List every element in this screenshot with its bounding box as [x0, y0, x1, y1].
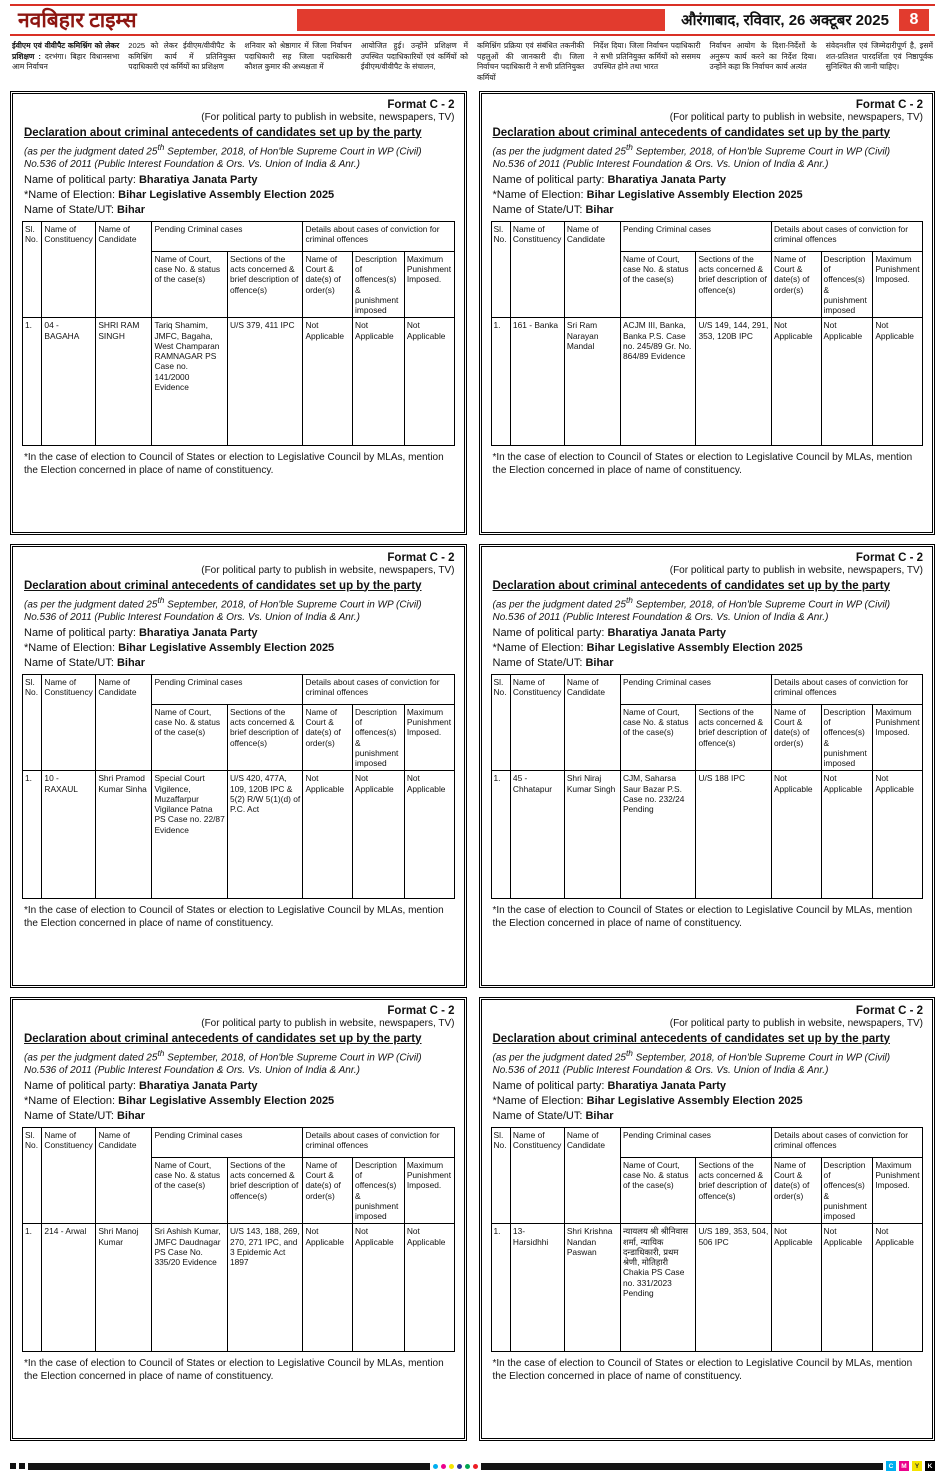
col-constituency: Name of Constituency: [42, 221, 96, 318]
col-sl-no: Sl. No.: [23, 674, 42, 771]
color-dot-blue: [457, 1464, 462, 1469]
court-case-cell: Special Court Vigilence, Muzaffarpur Vigilance Patna PS Case no. 22/87 Evidence: [152, 771, 228, 899]
col-court-case: Name of Court, case No. & status of the case(s): [152, 1157, 228, 1224]
constituency-cell: 04 - BAGAHA: [42, 318, 96, 446]
party-label: Name of political party:: [24, 173, 139, 186]
conv-max-cell: Not Applicable: [873, 1224, 923, 1352]
cmyk-chip-yellow: Y: [912, 1461, 922, 1471]
antecedents-table: [491, 221, 924, 447]
table-row: [23, 318, 455, 446]
sl-cell: 1.: [491, 318, 510, 446]
constituency-cell: 13- Harsidhhi: [510, 1224, 564, 1352]
col-candidate: Name of Candidate: [564, 221, 620, 318]
state-label: Name of State/UT:: [24, 1109, 117, 1122]
col-conv-court: Name of Court & date(s) of order(s): [303, 704, 353, 771]
state-name: Bihar: [116, 656, 146, 669]
format-label: Format C - 2: [387, 98, 455, 111]
constituency-cell: 161 - Banka: [510, 318, 564, 446]
declaration-title: Declaration about criminal antecedents of candidates set up by the party: [24, 126, 422, 139]
conv-desc-cell: Not Applicable: [821, 1224, 873, 1352]
col-group-pending: Pending Criminal cases: [620, 1127, 771, 1157]
col-conv-desc: Description of offences(s) & punishment imposed: [821, 704, 873, 771]
conv-court-cell: Not Applicable: [303, 318, 353, 446]
judgment-note: [24, 595, 455, 624]
col-court-case: Name of Court, case No. & status of the case(s): [620, 704, 696, 771]
party-line: [24, 174, 455, 186]
constituency-cell: 45 - Chhatapur: [510, 771, 564, 899]
candidate-cell: SHRI RAM SINGH: [96, 318, 152, 446]
publish-note: (For political party to publish in website, newspapers, TV): [201, 1017, 455, 1029]
conv-desc-cell: Not Applicable: [353, 1224, 405, 1352]
col-group-pending: Pending Criminal cases: [620, 221, 771, 251]
col-sections: Sections of the acts concerned & brief description of offence(s): [696, 704, 772, 771]
col-candidate: Name of Candidate: [96, 221, 152, 318]
judgment-note-part: (as per the judgment dated 25: [24, 1051, 158, 1063]
news-column: निर्देश दिया। जिला निर्वाचन पदाधिकारी ने सभी प्रतिनियुक्त कर्मियों को ससमय उपस्थित होने तथा भारत: [593, 41, 701, 72]
party-label: Name of political party:: [492, 173, 608, 186]
election-label: *Name of Election:: [492, 641, 587, 654]
judgment-note-part: September, 2018, of Hon'ble Supreme Court in WP (Civil) No.536 of 2011 (Public Interest Foundation & Ors. Vs. Union of India & Anr.): [492, 145, 891, 170]
table-row: [491, 771, 923, 899]
col-sections: Sections of the acts concerned & brief description of offence(s): [227, 704, 303, 771]
footnote: *In the case of election to Council of States or election to Legislative Council by MLAs, mention the Election concerned in place of name of constituency.: [492, 452, 913, 477]
state-label: Name of State/UT:: [492, 203, 586, 216]
antecedents-table: [491, 1127, 924, 1353]
news-column: शनिवार को श्रेष्ठागार में जिला निर्वाचन पदाधिकारी सह जिला पदाधिकारी कौशल कुमार की अध्यक्षता में: [244, 41, 352, 72]
election-label: *Name of Election:: [492, 1094, 587, 1107]
court-case-cell: ACJM III, Banka, Banka P.S. Case no. 245/89 Gr. No. 864/89 Evidence: [620, 318, 696, 446]
conv-desc-cell: Not Applicable: [353, 318, 405, 446]
sections-cell: U/S 143, 188, 269, 270, 271 IPC, and 3 Epidemic Act 1897: [227, 1224, 303, 1352]
footnote: *In the case of election to Council of States or election to Legislative Council by MLAs, mention the Election concerned in place of name of constituency.: [492, 905, 913, 930]
col-conv-desc: Description of offences(s) & punishment imposed: [353, 1157, 405, 1224]
election-label: *Name of Election:: [24, 641, 119, 654]
registration-square: [19, 1463, 25, 1469]
table-row: [491, 1224, 923, 1352]
conv-court-cell: Not Applicable: [771, 318, 821, 446]
table-row: [23, 771, 455, 899]
col-group-pending: Pending Criminal cases: [152, 1127, 303, 1157]
news-strip: [12, 41, 933, 84]
sections-cell: U/S 149, 144, 291, 353, 120B IPC: [696, 318, 772, 446]
party-label: Name of political party:: [492, 626, 608, 639]
footnote: *In the case of election to Council of States or election to Legislative Council by MLAs, mention the Election concerned in place of name of constituency.: [24, 452, 444, 477]
election-line: [24, 642, 455, 654]
color-dot-green: [465, 1464, 470, 1469]
conv-max-cell: Not Applicable: [404, 318, 454, 446]
state-label: Name of State/UT:: [24, 656, 117, 669]
col-conv-desc: Description of offences(s) & punishment imposed: [821, 251, 873, 318]
news-column: [12, 41, 119, 84]
col-conv-max: Maximum Punishment Imposed.: [873, 251, 923, 318]
election-label: *Name of Election:: [24, 188, 119, 201]
election-name: Bihar Legislative Assembly Election 2025: [118, 641, 335, 654]
judgment-note: [493, 1048, 924, 1077]
court-case-cell: न्यायलय श्री श्रीनिवास शर्मा, न्यायिक दन्डाधिकारी, प्रथम श्रेणी, मोतिहारी Chakia PS Case no. 331/2023 Pending: [620, 1224, 696, 1352]
candidate-cell: Shri Krishna Nandan Paswan: [564, 1224, 620, 1352]
col-sl-no: Sl. No.: [491, 221, 510, 318]
sl-cell: 1.: [491, 771, 510, 899]
state-label: Name of State/UT:: [492, 1109, 586, 1122]
cmyk-chip-cyan: C: [886, 1461, 896, 1471]
declaration-title: Declaration about criminal antecedents of candidates set up by the party: [492, 579, 890, 592]
judgment-note: [493, 142, 924, 171]
state-line: [24, 657, 455, 669]
format-label: Format C - 2: [387, 1004, 455, 1017]
court-case-cell: Tariq Shamim, JMFC, Bagaha, West Champaran RAMNAGAR PS Case no. 141/2000 Evidence: [152, 318, 228, 446]
election-name: Bihar Legislative Assembly Election 2025: [586, 641, 803, 654]
judgment-note-part: September, 2018, of Hon'ble Supreme Court in WP (Civil) No.536 of 2011 (Public Interest Foundation & Ors. Vs. Union of India & Anr.): [492, 1051, 891, 1076]
judgment-note: [24, 1048, 455, 1077]
conv-max-cell: Not Applicable: [404, 1224, 454, 1352]
antecedents-table: [22, 221, 455, 447]
masthead: [10, 4, 935, 36]
cmyk-chip-black: K: [925, 1461, 935, 1471]
cmyk-chip-magenta: M: [899, 1461, 909, 1471]
candidate-cell: Shri Pramod Kumar Sinha: [96, 771, 152, 899]
col-group-conviction: Details about cases of conviction for criminal offences: [303, 674, 454, 704]
registration-square: [10, 1463, 16, 1469]
state-name: Bihar: [585, 203, 614, 216]
party-label: Name of political party:: [24, 1079, 139, 1092]
news-column: निर्वाचन आयोग के दिशा-निर्देशों के अनुरूप कार्य करने का निर्देश दिया। उन्होंने कहा कि निर्वाचन कार्य अत्यंत: [709, 41, 817, 72]
notice-box: [479, 544, 936, 988]
state-line: [493, 1110, 924, 1122]
col-constituency: Name of Constituency: [42, 674, 96, 771]
sections-cell: U/S 379, 411 IPC: [227, 318, 303, 446]
election-line: [493, 642, 924, 654]
col-candidate: Name of Candidate: [564, 674, 620, 771]
col-conv-desc: Description of offences(s) & punishment imposed: [353, 704, 405, 771]
col-group-pending: Pending Criminal cases: [152, 674, 303, 704]
format-label: Format C - 2: [855, 1004, 923, 1017]
sl-cell: 1.: [23, 318, 42, 446]
publish-note: (For political party to publish in website, newspapers, TV): [669, 111, 923, 123]
col-group-conviction: Details about cases of conviction for criminal offences: [303, 1127, 454, 1157]
election-name: Bihar Legislative Assembly Election 2025: [586, 1094, 803, 1107]
notice-box: [479, 997, 936, 1441]
col-constituency: Name of Constituency: [42, 1127, 96, 1224]
conv-court-cell: Not Applicable: [303, 1224, 353, 1352]
format-label: Format C - 2: [855, 551, 923, 564]
declaration-title: Declaration about criminal antecedents of candidates set up by the party: [24, 1032, 422, 1045]
conv-court-cell: Not Applicable: [771, 771, 821, 899]
col-court-case: Name of Court, case No. & status of the case(s): [152, 251, 228, 318]
format-label: Format C - 2: [855, 98, 923, 111]
notice-box: [10, 544, 467, 988]
party-name: Bharatiya Janata Party: [607, 626, 727, 639]
conv-desc-cell: Not Applicable: [353, 771, 405, 899]
sl-cell: 1.: [491, 1224, 510, 1352]
format-label: Format C - 2: [387, 551, 455, 564]
election-line: [24, 189, 455, 201]
paper-name: नवबिहार टाइम्स: [18, 8, 137, 32]
party-line: [493, 627, 924, 639]
color-dot-yellow: [449, 1464, 454, 1469]
col-conv-desc: Description of offences(s) & punishment imposed: [353, 251, 405, 318]
sections-cell: U/S 420, 477A, 109, 120B IPC & 5(2) R/W 5(1)(d) of P.C. Act: [227, 771, 303, 899]
election-line: [493, 189, 924, 201]
col-group-conviction: Details about cases of conviction for criminal offences: [771, 674, 922, 704]
col-sl-no: Sl. No.: [491, 1127, 510, 1224]
candidate-cell: Sri Ram Narayan Mandal: [564, 318, 620, 446]
state-label: Name of State/UT:: [24, 203, 117, 216]
judgment-note-part: (as per the judgment dated 25: [492, 1051, 626, 1063]
notice-grid: [10, 91, 935, 1441]
edition-dateline: औरंगाबाद, रविवार, 26 अक्टूबर 2025: [681, 12, 889, 29]
masthead-red-bar: [297, 9, 666, 31]
party-line: [493, 174, 924, 186]
news-text: दरभंगा। बिहार विधानसभा आम निर्वाचन: [12, 51, 120, 72]
judgment-note-part: (as per the judgment dated 25: [492, 145, 626, 157]
col-conv-court: Name of Court & date(s) of order(s): [771, 704, 821, 771]
col-group-conviction: Details about cases of conviction for criminal offences: [771, 221, 922, 251]
col-candidate: Name of Candidate: [564, 1127, 620, 1224]
news-column: संवेदनशील एवं जिम्मेदारीपूर्ण है, इसमें शत-प्रतिशत पारदर्शिता एवं निष्ठापूर्वक सुनिश्चित की जानी चाहिए।: [825, 41, 933, 72]
page-number-badge: 8: [899, 9, 929, 31]
col-sections: Sections of the acts concerned & brief description of offence(s): [227, 251, 303, 318]
court-case-cell: Sri Ashish Kumar, JMFC Daudnagar PS Case No. 335/20 Evidence: [152, 1224, 228, 1352]
judgment-note: [24, 142, 455, 171]
col-conv-court: Name of Court & date(s) of order(s): [771, 1157, 821, 1224]
col-constituency: Name of Constituency: [510, 674, 564, 771]
registration-bar: [481, 1463, 883, 1470]
declaration-title: Declaration about criminal antecedents of candidates set up by the party: [492, 126, 890, 139]
state-line: [493, 204, 924, 216]
judgment-note-part: (as per the judgment dated 25: [492, 598, 626, 610]
col-sections: Sections of the acts concerned & brief description of offence(s): [696, 1157, 772, 1224]
color-dot-magenta: [441, 1464, 446, 1469]
table-row: [23, 1224, 455, 1352]
antecedents-table: [22, 1127, 455, 1353]
col-group-pending: Pending Criminal cases: [620, 674, 771, 704]
party-name: Bharatiya Janata Party: [607, 173, 727, 186]
judgment-note-part: September, 2018, of Hon'ble Supreme Court in WP (Civil) No.536 of 2011 (Public Interest Foundation & Ors. Vs. Union of India & Anr.): [24, 598, 422, 623]
judgment-note-part: (as per the judgment dated 25: [24, 598, 158, 610]
col-candidate: Name of Candidate: [96, 1127, 152, 1224]
sl-cell: 1.: [23, 1224, 42, 1352]
party-name: Bharatiya Janata Party: [607, 1079, 727, 1092]
antecedents-table: [22, 674, 455, 900]
candidate-cell: Shri Manoj Kumar: [96, 1224, 152, 1352]
col-conv-court: Name of Court & date(s) of order(s): [771, 251, 821, 318]
notice-box: [10, 91, 467, 535]
col-group-conviction: Details about cases of conviction for criminal offences: [771, 1127, 922, 1157]
state-name: Bihar: [585, 656, 614, 669]
col-sl-no: Sl. No.: [23, 1127, 42, 1224]
conv-desc-cell: Not Applicable: [821, 771, 873, 899]
col-conv-desc: Description of offences(s) & punishment imposed: [821, 1157, 873, 1224]
state-name: Bihar: [116, 1109, 146, 1122]
color-dot-cyan: [433, 1464, 438, 1469]
col-conv-max: Maximum Punishment Imposed.: [873, 1157, 923, 1224]
footnote: *In the case of election to Council of States or election to Legislative Council by MLAs, mention the Election concerned in place of name of constituency.: [24, 905, 444, 930]
col-group-conviction: Details about cases of conviction for criminal offences: [303, 221, 454, 251]
party-label: Name of political party:: [24, 626, 139, 639]
conv-max-cell: Not Applicable: [873, 771, 923, 899]
election-line: [24, 1095, 455, 1107]
party-name: Bharatiya Janata Party: [138, 626, 258, 639]
judgment-note-sup: th: [157, 1047, 165, 1058]
judgment-note-part: (as per the judgment dated 25: [24, 145, 158, 157]
judgment-note-part: September, 2018, of Hon'ble Supreme Court in WP (Civil) No.536 of 2011 (Public Interest Foundation & Ors. Vs. Union of India & Anr.): [24, 1051, 422, 1076]
election-label: *Name of Election:: [24, 1094, 119, 1107]
col-sections: Sections of the acts concerned & brief description of offence(s): [696, 251, 772, 318]
judgment-note-part: September, 2018, of Hon'ble Supreme Court in WP (Civil) No.536 of 2011 (Public Interest Foundation & Ors. Vs. Union of India & Anr.): [492, 598, 891, 623]
judgment-note: [493, 595, 924, 624]
declaration-title: Declaration about criminal antecedents of candidates set up by the party: [492, 1032, 890, 1045]
sections-cell: U/S 188 IPC: [696, 771, 772, 899]
news-column: 2025 को लेकर ईवीएम/वीवीपैट के कमिश्निंग कार्य में प्रतिनियुक्त पदाधिकारी एवं कर्मियों का प्रशिक्षण: [128, 41, 236, 72]
declaration-title: Declaration about criminal antecedents of candidates set up by the party: [24, 579, 422, 592]
judgment-note-part: September, 2018, of Hon'ble Supreme Court in WP (Civil) No.536 of 2011 (Public Interest Foundation & Ors. Vs. Union of India & Anr.): [24, 145, 422, 170]
news-column: कमिश्निंग प्रक्रिया एवं संबंधित तकनीकी पहलुओं की जानकारी दी। जिला निर्वाचन पदाधिकारी ने सभी प्रतिनियुक्त कर्मियों: [477, 41, 585, 82]
publish-note: (For political party to publish in website, newspapers, TV): [201, 111, 455, 123]
print-registration-marks: [10, 1460, 935, 1472]
table-row: [491, 318, 923, 446]
col-conv-max: Maximum Punishment Imposed.: [873, 704, 923, 771]
col-conv-court: Name of Court & date(s) of order(s): [303, 1157, 353, 1224]
constituency-cell: 214 - Arwal: [42, 1224, 96, 1352]
registration-bar: [28, 1463, 430, 1470]
col-conv-max: Maximum Punishment Imposed.: [404, 1157, 454, 1224]
notice-box: [10, 997, 467, 1441]
election-name: Bihar Legislative Assembly Election 2025: [586, 188, 803, 201]
election-name: Bihar Legislative Assembly Election 2025: [118, 1094, 335, 1107]
antecedents-table: [491, 674, 924, 900]
party-line: [493, 1080, 924, 1092]
sl-cell: 1.: [23, 771, 42, 899]
publish-note: (For political party to publish in website, newspapers, TV): [669, 564, 923, 576]
col-conv-court: Name of Court & date(s) of order(s): [303, 251, 353, 318]
party-line: [24, 627, 455, 639]
election-line: [493, 1095, 924, 1107]
conv-desc-cell: Not Applicable: [821, 318, 873, 446]
party-line: [24, 1080, 455, 1092]
conv-max-cell: Not Applicable: [404, 771, 454, 899]
col-constituency: Name of Constituency: [510, 221, 564, 318]
col-conv-max: Maximum Punishment Imposed.: [404, 251, 454, 318]
judgment-note-sup: th: [625, 1047, 633, 1058]
state-label: Name of State/UT:: [492, 656, 586, 669]
col-sections: Sections of the acts concerned & brief description of offence(s): [227, 1157, 303, 1224]
constituency-cell: 10 - RAXAUL: [42, 771, 96, 899]
judgment-note-sup: th: [157, 141, 165, 152]
party-label: Name of political party:: [492, 1079, 608, 1092]
col-court-case: Name of Court, case No. & status of the case(s): [620, 1157, 696, 1224]
judgment-note-sup: th: [625, 594, 633, 605]
news-headline: ईवीएम एवं वीवीपैट कमिश्निंग को लेकर प्रशिक्षण :: [12, 41, 120, 61]
conv-court-cell: Not Applicable: [771, 1224, 821, 1352]
publish-note: (For political party to publish in website, newspapers, TV): [669, 1017, 923, 1029]
footnote: *In the case of election to Council of States or election to Legislative Council by MLAs, mention the Election concerned in place of name of constituency.: [24, 1358, 444, 1383]
col-sl-no: Sl. No.: [23, 221, 42, 318]
col-conv-max: Maximum Punishment Imposed.: [404, 704, 454, 771]
judgment-note-sup: th: [157, 594, 165, 605]
conv-max-cell: Not Applicable: [873, 318, 923, 446]
footnote: *In the case of election to Council of States or election to Legislative Council by MLAs, mention the Election concerned in place of name of constituency.: [492, 1358, 913, 1383]
party-name: Bharatiya Janata Party: [138, 173, 258, 186]
state-line: [24, 204, 455, 216]
judgment-note-sup: th: [625, 141, 633, 152]
color-dot-red: [473, 1464, 478, 1469]
col-constituency: Name of Constituency: [510, 1127, 564, 1224]
publish-note: (For political party to publish in website, newspapers, TV): [201, 564, 455, 576]
col-court-case: Name of Court, case No. & status of the case(s): [620, 251, 696, 318]
conv-court-cell: Not Applicable: [303, 771, 353, 899]
election-label: *Name of Election:: [492, 188, 587, 201]
court-case-cell: CJM, Saharsa Saur Bazar P.S. Case no. 232/24 Pending: [620, 771, 696, 899]
sections-cell: U/S 189, 353, 504, 506 IPC: [696, 1224, 772, 1352]
state-name: Bihar: [116, 203, 146, 216]
news-column: आयोजित हुई। उन्होंने प्रशिक्षण में उपस्थित पदाधिकारियों एवं कर्मियों को ईवीएम/वीवीपैट के संचालन,: [360, 41, 468, 72]
notice-box: [479, 91, 936, 535]
party-name: Bharatiya Janata Party: [138, 1079, 258, 1092]
state-line: [24, 1110, 455, 1122]
candidate-cell: Shri Niraj Kumar Singh: [564, 771, 620, 899]
col-court-case: Name of Court, case No. & status of the case(s): [152, 704, 228, 771]
col-sl-no: Sl. No.: [491, 674, 510, 771]
state-name: Bihar: [585, 1109, 614, 1122]
col-candidate: Name of Candidate: [96, 674, 152, 771]
election-name: Bihar Legislative Assembly Election 2025: [118, 188, 335, 201]
state-line: [493, 657, 924, 669]
col-group-pending: Pending Criminal cases: [152, 221, 303, 251]
